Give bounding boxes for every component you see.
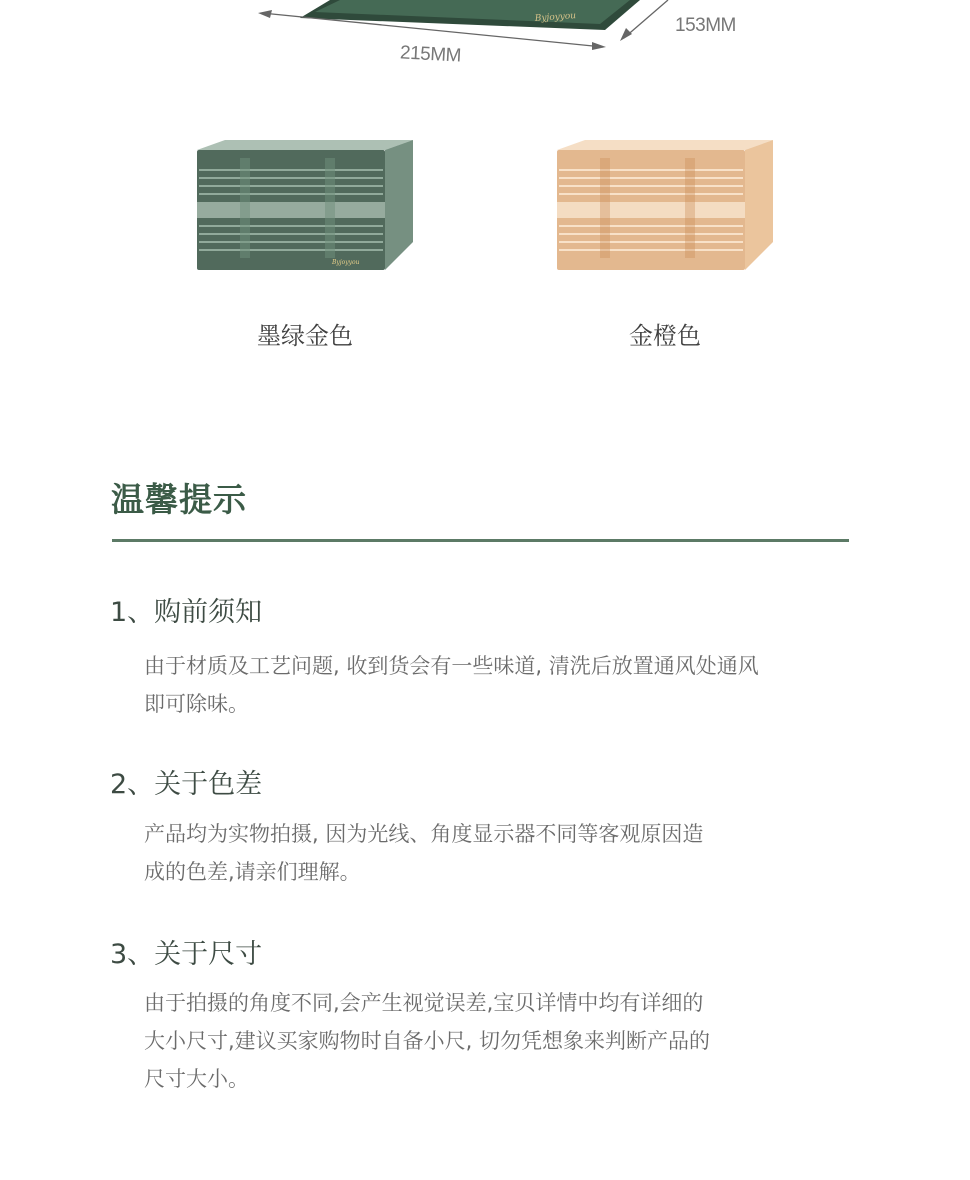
body-line: 大小尺寸,建议买家购物时自备小尺, 切勿凭想象来判断产品的: [144, 1029, 711, 1053]
body-line: 尺寸大小。: [144, 1067, 249, 1091]
dimension-diagram: [0, 0, 970, 90]
product-green: [185, 130, 425, 370]
body-line: 产品均为实物拍摄, 因为光线、角度显示器不同等客观原因造: [144, 822, 704, 846]
section-body-size: [144, 984, 874, 1098]
tips-divider: [112, 539, 849, 542]
orange-tissue-box-icon: [545, 130, 785, 290]
section-body-color-difference: [144, 815, 874, 891]
body-line: 由于材质及工艺问题, 收到货会有一些味道, 清洗后放置通风处通风: [144, 654, 759, 678]
body-line: 成的色差,请亲们理解。: [144, 860, 361, 884]
product-orange: [545, 130, 785, 370]
section-heading-purchase-notice: 1、购前须知: [110, 597, 263, 628]
width-dimension-label: 215MM: [399, 42, 462, 67]
dimension-lines: [0, 0, 970, 90]
body-line: 即可除味。: [144, 692, 249, 716]
color-label-orange: 金橙色: [629, 322, 701, 350]
tips-title: 温馨提示: [111, 480, 247, 519]
svg-text:Byjoyyou: Byjoyyou: [332, 259, 360, 266]
depth-dimension-label: 153MM: [675, 15, 736, 36]
section-heading-color-difference: 2、关于色差: [110, 769, 263, 800]
green-tissue-box-icon: [185, 130, 425, 290]
brand-mark: Byjoyyou: [534, 11, 577, 24]
color-label-green: 墨绿金色: [257, 322, 353, 350]
body-line: 由于拍摄的角度不同,会产生视觉误差,宝贝详情中均有详细的: [144, 991, 704, 1015]
section-body-purchase-notice: [144, 647, 874, 723]
section-heading-size: 3、关于尺寸: [110, 939, 263, 970]
